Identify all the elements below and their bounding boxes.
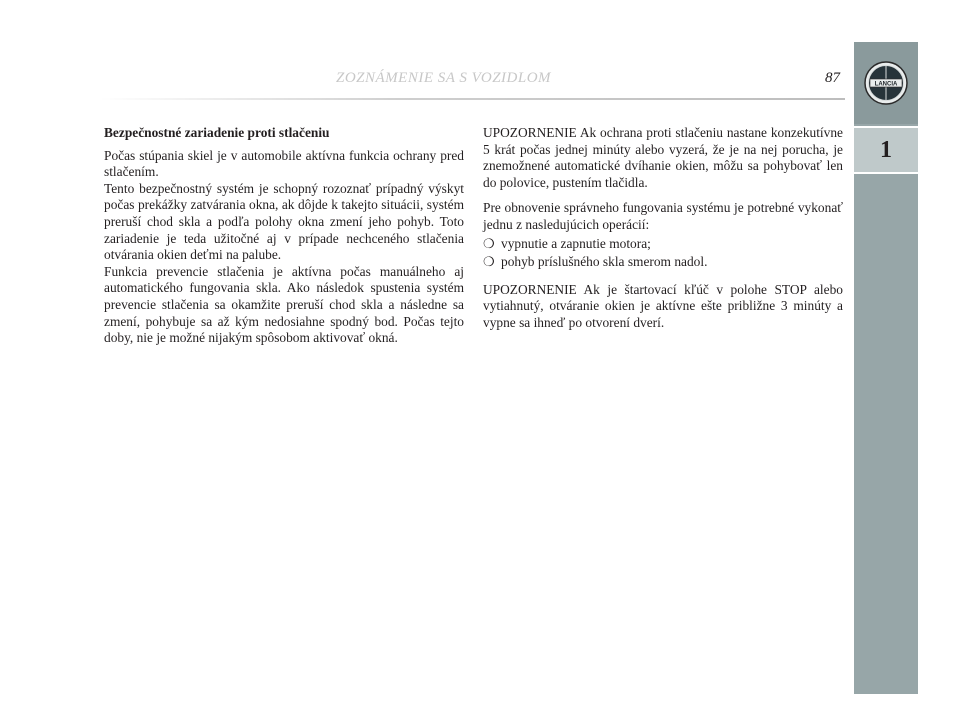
- list-item: [483, 254, 843, 271]
- warning-paragraph: UPOZORNENIE Ak ochrana proti stlačeniu nastane konzekutívne 5 krát počas jednej minúty alebo vyzerá, že je na nej porucha, je znemožnené automatické dvíhanie okien, môžu sa pohybovať len do polovice, pustením tlačidla.: [483, 125, 843, 190]
- running-header-title: ZOZNÁMENIE SA S VOZIDLOM: [336, 70, 552, 86]
- left-text-column: [104, 125, 464, 347]
- brand-logo-box: [854, 42, 918, 124]
- header-rule: [100, 98, 845, 100]
- list-item-text: vypnutie a zapnutie motora;: [501, 235, 651, 251]
- body-paragraph: Pre obnovenie správneho fungovania systému je potrebné vykonať jednu z nasledujúcich operácií:: [483, 200, 843, 232]
- list-item: [483, 236, 843, 253]
- body-paragraph: Počas stúpania skiel je v automobile aktívna funkcia ochrany pred stlačením.: [104, 147, 464, 180]
- body-paragraph: Funkcia prevencie stlačenia je aktívna počas manuálneho aj automatického fungovania skla. Ako následok spustenia systém prevencie stlačenia sa okamžite preruší chod skla a následne sa zmení, pohybuje sa až kým nedosiahne spodný bod. Počas tejto doby, nie je možné nijakým spôsobom aktivovať okná.: [104, 263, 464, 346]
- section-heading: Bezpečnostné zariadenie proti stlačeniu: [104, 125, 330, 140]
- lancia-logo-icon: [863, 60, 909, 106]
- bullet-circle-icon: ❍: [483, 254, 495, 270]
- tab-divider: [854, 172, 918, 174]
- logo-wordmark: LANCIA: [874, 81, 898, 88]
- warning-paragraph: UPOZORNENIE Ak je štartovací kľúč v polohe STOP alebo vytiahnutý, otváranie okien je aktívne ešte približne 3 minúty a vypne sa ihneď po otvorení dverí.: [483, 281, 843, 330]
- bullet-circle-icon: ❍: [483, 235, 495, 251]
- page-number: 87: [825, 70, 840, 86]
- list-item-text: pohyb príslušného skla smerom nadol.: [501, 254, 708, 270]
- chapter-side-tab: [854, 42, 918, 694]
- right-text-column: [483, 125, 843, 332]
- chapter-number: 1: [854, 128, 918, 172]
- body-paragraph: Tento bezpečnostný systém je schopný rozoznať prípadný výskyt počas prekážky zatvárania okna, ak dôjde k takejto situácii, systém preruší chod skla a podľa polohy okna zmení jeho pohyb. Toto zariadenie je teda užitočné aj v prípade nechceného stlačenia otvárania okien deťmi na palube.: [104, 180, 464, 263]
